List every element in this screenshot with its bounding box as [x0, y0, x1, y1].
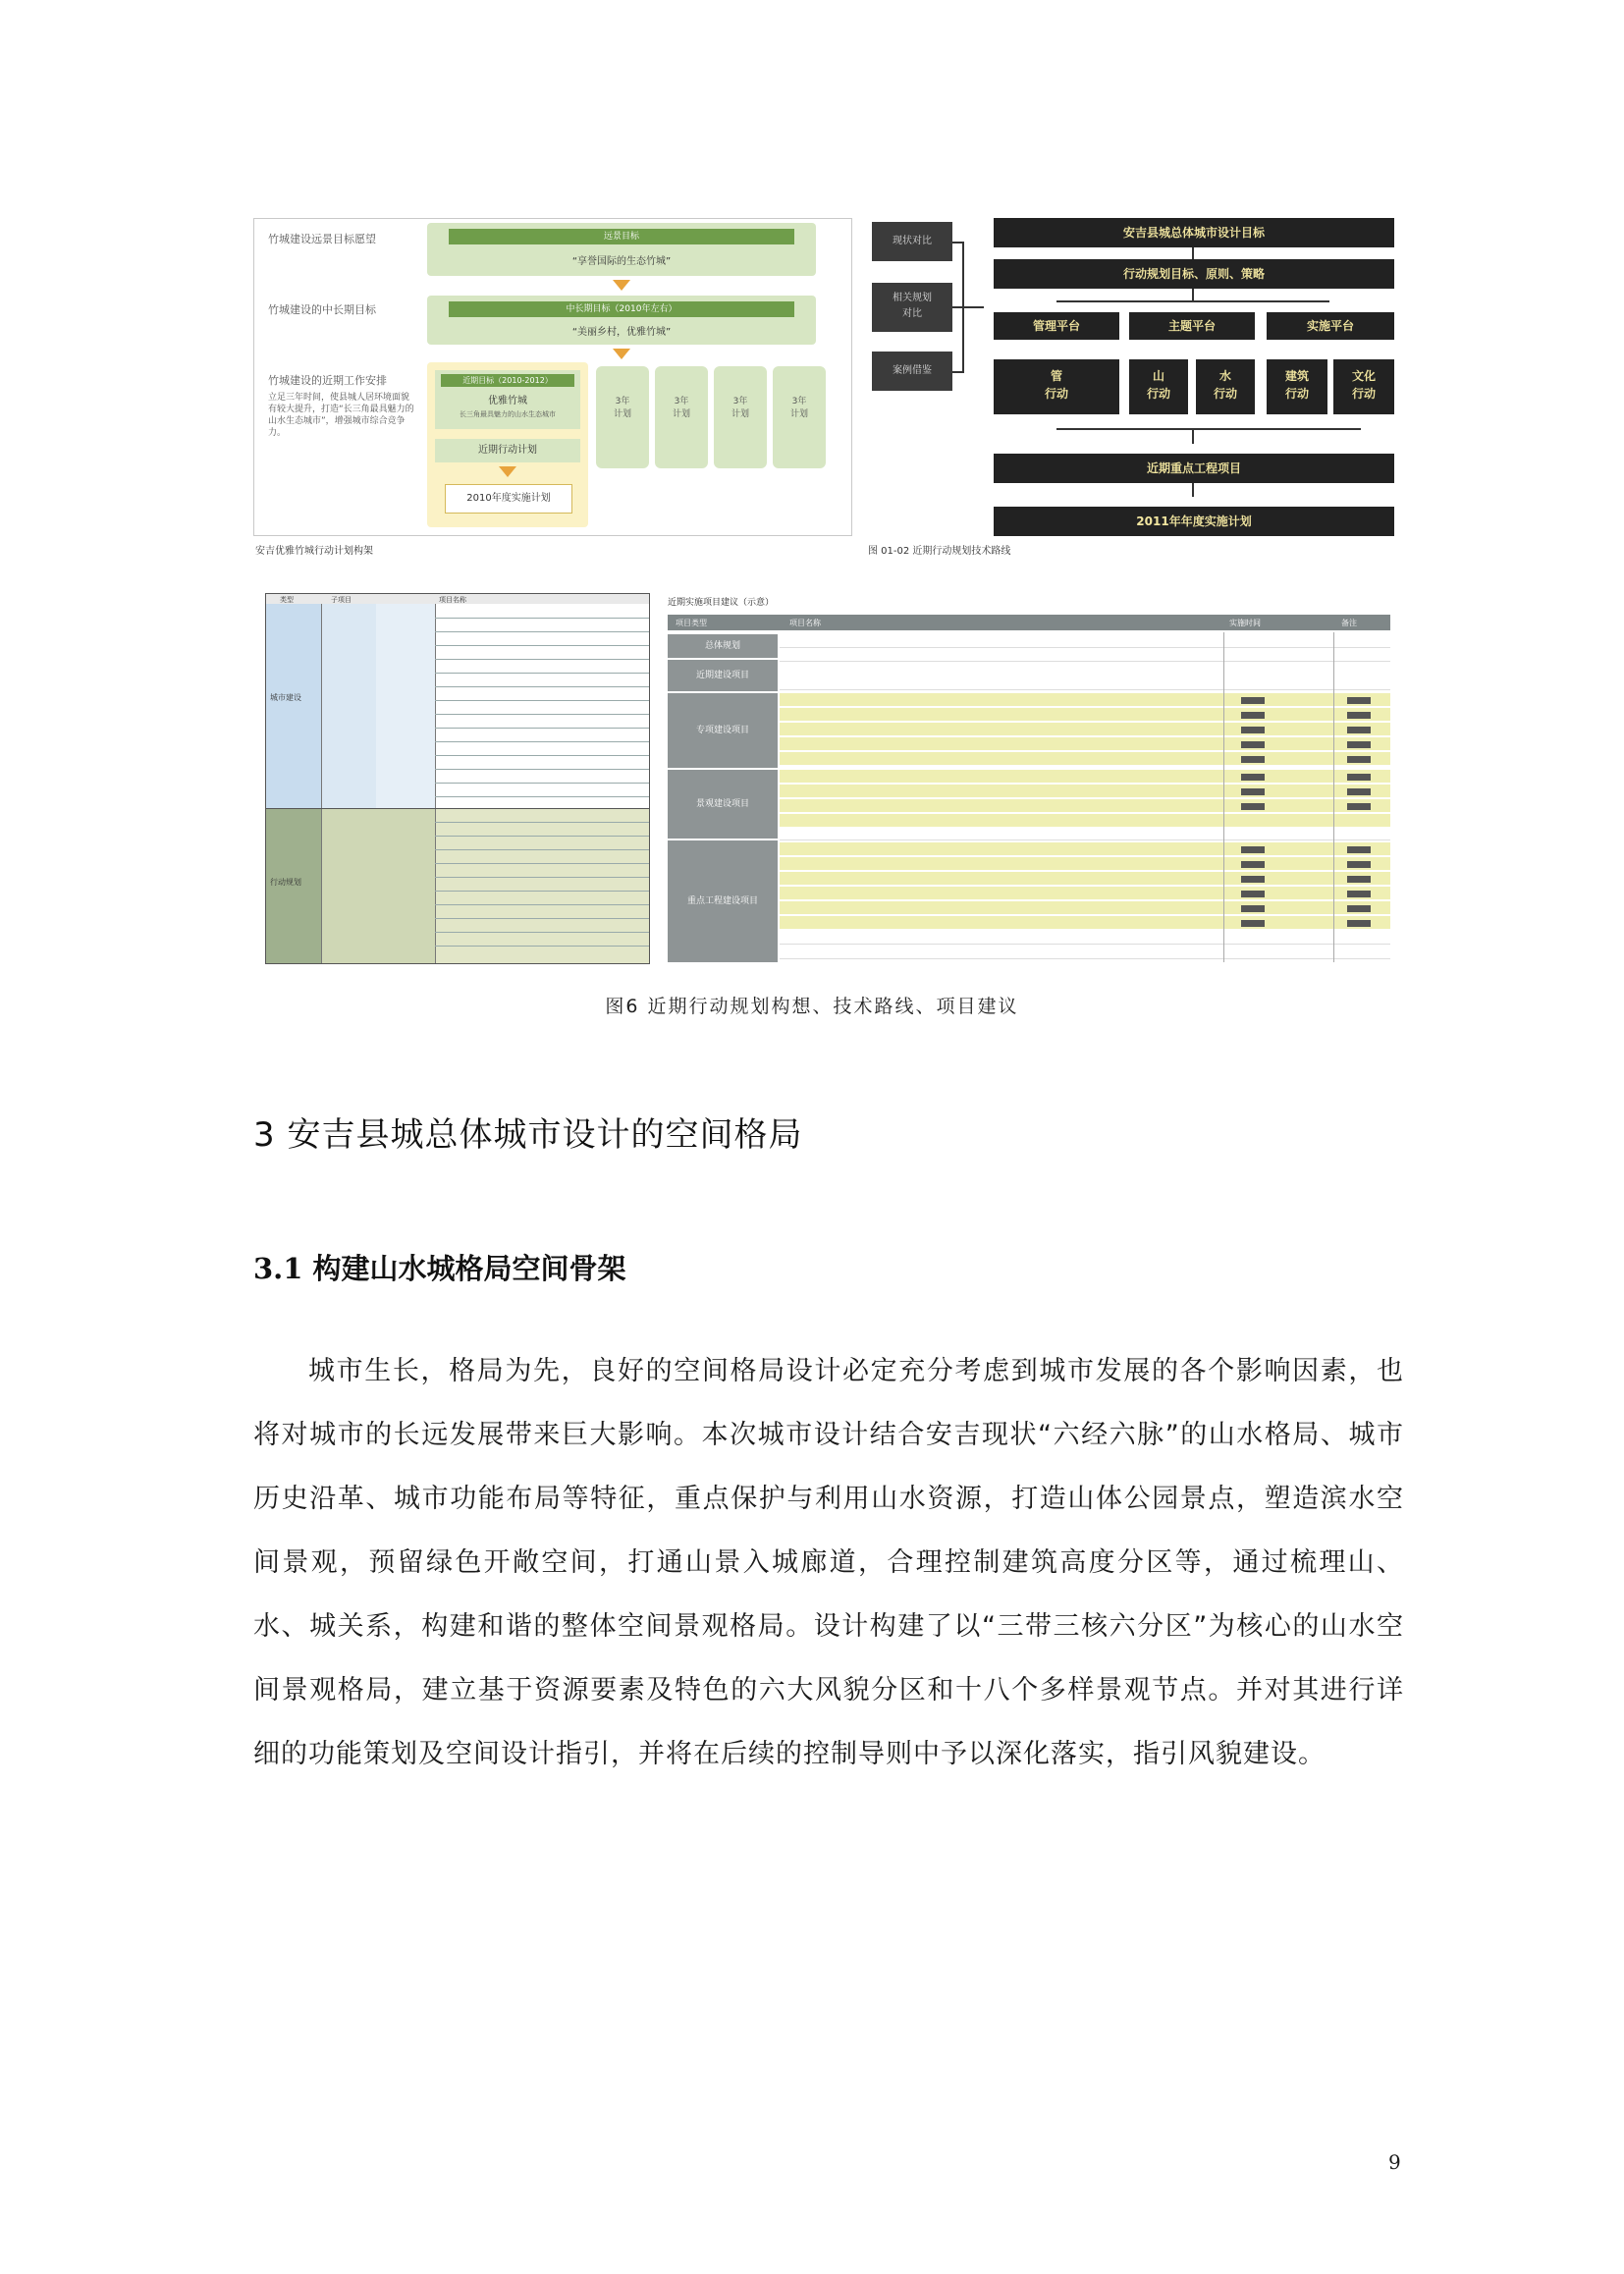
table-row — [780, 827, 1390, 840]
platform-management: 管理平台 — [994, 312, 1119, 340]
near-goal-bar: 近期目标（2010-2012） — [441, 374, 574, 387]
column-divider — [435, 604, 436, 963]
action-plan-box: 近期行动计划 — [435, 439, 580, 462]
near-goal-sub: 长三角最具魅力的山水生态城市 — [460, 410, 556, 418]
platform-implementation: 实施平台 — [1267, 312, 1394, 340]
section-band — [321, 808, 435, 963]
status-mark — [1241, 756, 1265, 763]
status-mark — [1241, 727, 1265, 733]
status-mark — [1241, 774, 1265, 781]
arrow-down-icon — [613, 280, 630, 291]
table-row — [435, 904, 649, 905]
table-row — [435, 796, 649, 797]
status-mark — [1347, 712, 1371, 719]
section-label: 城市建设 — [270, 693, 301, 702]
row-divider — [266, 808, 649, 809]
status-mark — [1347, 905, 1371, 912]
table-row — [435, 932, 649, 933]
table-row — [435, 755, 649, 756]
connector-line — [1192, 289, 1194, 300]
projects-box: 近期重点工程项目 — [994, 454, 1394, 483]
tier-mid-term — [427, 296, 816, 345]
body-paragraph: 城市生长，格局为先，良好的空间格局设计必定充分考虑到城市发展的各个影响因素，也将对城市的长远发展带来巨大影响。本次城市设计结合安吉现状“六经六脉”的山水格局、城市历史沿革、城市功能布局等特征，重点保护与利用山水资源，打造山体公园景点，塑造滨水空间景观，预留绿色开敞空间，打通山景入城廊道，合理控制建筑高度分区等，通过梳理山、水、城关系，构建和谐的整体空间景观格局。设计构建了以“三带三核六分区”为核心的山水空间景观格局，建立基于资源要素及特色的六大风貌分区和十八个多样景观节点。并对其进行详细的功能策划及空间设计指引，并将在后续的控制导则中予以深化落实，指引风貌建设。 — [253, 1356, 1404, 1769]
status-mark — [1347, 727, 1371, 733]
mid-term-bar: 中长期目标（2010年左右） — [449, 301, 794, 317]
section-band — [266, 604, 321, 808]
subsection-title: 3.1 构建山水城格局空间骨架 — [253, 1252, 626, 1285]
near-term-block — [427, 362, 588, 527]
status-mark — [1347, 774, 1371, 781]
table-title: 近期实施项目建议（示意） — [668, 598, 775, 608]
plan-box: 3年 计划 — [596, 366, 649, 468]
status-mark — [1241, 846, 1265, 853]
tier-vision — [427, 223, 816, 276]
status-mark — [1241, 741, 1265, 748]
vision-quote: “享誉国际的生态竹城” — [571, 256, 672, 267]
status-mark — [1241, 876, 1265, 883]
table-row — [435, 618, 649, 619]
column-divider — [1223, 632, 1224, 962]
status-mark — [1347, 756, 1371, 763]
table-row — [780, 931, 1390, 945]
left-box-cases: 案例借鉴 — [872, 352, 952, 391]
figure-project-table-right — [668, 598, 1392, 962]
figure-action-plan-framework — [253, 218, 852, 536]
figure-a-caption: 安吉优雅竹城行动计划构架 — [255, 546, 373, 557]
table-row — [780, 916, 1390, 929]
header-cell: 项目名称 — [789, 619, 821, 627]
vision-bar: 远景目标 — [449, 229, 794, 244]
figure-caption: 图6 近期行动规划构想、技术路线、项目建议 — [605, 996, 1019, 1017]
connector-line — [1056, 428, 1361, 430]
table-row — [780, 887, 1390, 899]
item-building: 建筑 行动 — [1267, 359, 1327, 414]
figure-b-caption: 图 01-02 近期行动规划技术路线 — [868, 546, 1011, 557]
header-cell: 类型 — [280, 596, 294, 604]
status-mark — [1347, 876, 1371, 883]
table-row — [435, 686, 649, 687]
plan-box: 3年 计划 — [773, 366, 826, 468]
column-divider — [1333, 632, 1334, 962]
near-goal-box — [435, 370, 580, 429]
left-box-status: 现状对比 — [872, 222, 952, 261]
status-mark — [1241, 861, 1265, 868]
table-row — [780, 872, 1390, 885]
connector-line — [1192, 428, 1194, 444]
status-mark — [1241, 788, 1265, 795]
status-mark — [1347, 788, 1371, 795]
table-row — [435, 836, 649, 837]
status-mark — [1347, 891, 1371, 897]
status-mark — [1241, 920, 1265, 927]
connector-line — [1192, 247, 1194, 259]
arrow-down-icon — [613, 349, 630, 359]
label-long-term-vision: 竹城建设远景目标愿望 — [268, 233, 376, 245]
table-row — [780, 814, 1390, 827]
table-row — [435, 645, 649, 646]
section-label: 总体规划 — [668, 634, 778, 658]
mid-term-quote: “美丽乡村，优雅竹城” — [571, 327, 672, 338]
figure-project-table-left — [265, 593, 650, 964]
table-row — [780, 901, 1390, 914]
annual-plan-box: 2010年度实施计划 — [445, 484, 572, 514]
table-row — [435, 946, 649, 947]
table-row — [780, 799, 1390, 812]
table-row — [435, 891, 649, 892]
item-mountain: 山 行动 — [1129, 359, 1188, 414]
table-row — [435, 714, 649, 715]
section-label: 景观建设项目 — [668, 770, 778, 839]
table-row — [780, 946, 1390, 959]
item-culture: 文化 行动 — [1333, 359, 1394, 414]
status-mark — [1241, 905, 1265, 912]
page-number: 9 — [1388, 2150, 1401, 2174]
table-row — [780, 752, 1390, 765]
status-mark — [1347, 803, 1371, 810]
status-mark — [1347, 846, 1371, 853]
table-row — [435, 849, 649, 850]
connector-line — [1056, 300, 1329, 302]
item-management: 管 行动 — [994, 359, 1119, 414]
table-row — [435, 769, 649, 770]
left-box-related-plans: 相关规划 对比 — [872, 283, 952, 332]
platform-theme: 主题平台 — [1129, 312, 1255, 340]
table-row — [780, 723, 1390, 735]
table-row — [435, 728, 649, 729]
table-row — [435, 659, 649, 660]
connector-line — [962, 306, 984, 308]
table-row — [780, 648, 1390, 662]
label-near-term-work: 竹城建设的近期工作安排 — [268, 374, 387, 387]
header-cell: 项目类型 — [676, 619, 707, 627]
table-row — [435, 673, 649, 674]
table-row — [780, 634, 1390, 648]
table-row — [435, 877, 649, 878]
near-term-note: 立足三年时间，使县城人居环境面貌有较大提升，打造“长三角最具魅力的山水生态城市”，增强城市综合竞争力。 — [268, 393, 414, 438]
column-divider — [321, 604, 322, 963]
status-mark — [1347, 861, 1371, 868]
section-band — [435, 808, 649, 963]
table-header — [668, 615, 1390, 630]
status-mark — [1241, 803, 1265, 810]
table-row — [780, 737, 1390, 750]
status-mark — [1347, 741, 1371, 748]
plan-box: 3年 计划 — [714, 366, 767, 468]
header-cell: 子项目 — [331, 596, 352, 604]
table-row — [435, 741, 649, 742]
section-band — [376, 604, 435, 808]
section-label: 行动规划 — [270, 878, 301, 887]
goals-box: 行动规划目标、原则、策略 — [994, 259, 1394, 289]
table-row — [435, 863, 649, 864]
status-mark — [1241, 891, 1265, 897]
section-band — [321, 604, 376, 808]
plan-box: 3年 计划 — [655, 366, 708, 468]
arrow-down-icon — [499, 466, 516, 477]
table-row — [435, 783, 649, 784]
header-cell: 实施时间 — [1229, 619, 1261, 627]
table-row — [780, 842, 1390, 855]
table-row — [780, 770, 1390, 783]
table-row — [780, 708, 1390, 721]
status-mark — [1241, 712, 1265, 719]
table-row — [780, 785, 1390, 797]
table-row — [780, 857, 1390, 870]
status-mark — [1241, 697, 1265, 704]
section-label: 专项建设项目 — [668, 693, 778, 768]
table-row — [435, 700, 649, 701]
table-row — [435, 918, 649, 919]
near-goal-title: 优雅竹城 — [488, 396, 527, 406]
figure-technical-route — [866, 218, 1396, 538]
status-mark — [1347, 697, 1371, 704]
section-title: 3 安吉县城总体城市设计的空间格局 — [253, 1115, 803, 1155]
label-mid-term-goal: 竹城建设的中长期目标 — [268, 303, 376, 316]
header-cell: 备注 — [1341, 619, 1357, 627]
table-row — [780, 662, 1390, 690]
annual-plan-box: 2011年年度实施计划 — [994, 507, 1394, 536]
table-row — [780, 693, 1390, 706]
connector-line — [1192, 483, 1194, 497]
section-label: 近期建设项目 — [668, 660, 778, 691]
header-cell: 项目名称 — [439, 596, 466, 604]
item-water: 水 行动 — [1196, 359, 1255, 414]
table-row — [435, 822, 649, 823]
section-label: 重点工程建设项目 — [668, 840, 778, 962]
status-mark — [1347, 920, 1371, 927]
chart-title-box: 安吉县城总体城市设计目标 — [994, 218, 1394, 247]
table-row — [435, 631, 649, 632]
